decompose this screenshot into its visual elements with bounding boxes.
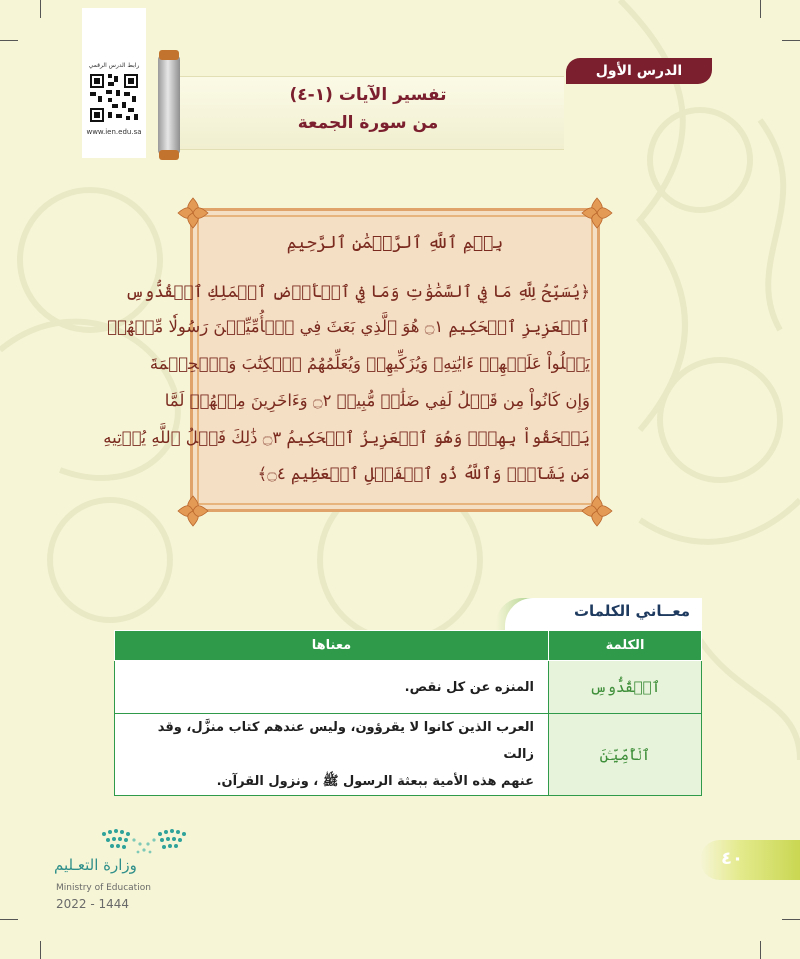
- crop-mark: [0, 40, 18, 41]
- corner-ornament-icon: [176, 196, 210, 230]
- basmala: بِسۡمِ ٱللَّهِ ٱلرَّحۡمَٰنِ ٱلرَّحِيمِ: [286, 233, 504, 253]
- ministry-name-en: Ministry of Education: [56, 883, 151, 893]
- crop-mark: [760, 941, 761, 959]
- crop-mark: [782, 919, 800, 920]
- crop-mark: [40, 941, 41, 959]
- corner-ornament-icon: [176, 494, 210, 528]
- vocab-meaning: المنزه عن كل نقص.: [115, 661, 549, 714]
- qr-url[interactable]: www.ien.edu.sa: [86, 128, 142, 136]
- corner-ornament-icon: [580, 494, 614, 528]
- vocab-table: [114, 630, 702, 796]
- ministry-logo-icon: [98, 826, 190, 860]
- crop-mark: [0, 919, 18, 920]
- corner-ornament-icon: [580, 196, 614, 230]
- vocab-meaning: [115, 714, 549, 796]
- lesson-title-line1: تفسير الآيات (١-٤): [289, 85, 447, 105]
- vocab-meaning-line: عنهم هذه الأمية ببعثة الرسول ﷺ ، ونزول القرآن.: [216, 774, 534, 789]
- verse-line: ﴿يُسَبِّحُ لِلَّهِ مَا فِي ٱلسَّمَٰوَٰتِ وَمَا فِي ٱلۡأَرۡضِ ٱلۡمَلِكِ ٱلۡقُدُّوسِ: [125, 282, 590, 301]
- lesson-badge: الدرس الأول: [566, 58, 712, 84]
- col-header-meaning: معناها: [115, 631, 549, 661]
- table-row: [115, 661, 702, 714]
- ministry-name-ar: وزارة التعـليم: [54, 856, 137, 874]
- table-row: [115, 714, 702, 796]
- vocab-word: ٱلۡأُمِّيِّـۧنَ: [549, 714, 702, 796]
- lesson-title-line2: من سورة الجمعة: [297, 113, 439, 133]
- verse-line: يَلۡحَقُواْ بِهِمۡۚ وَهُوَ ٱلۡعَزِيزُ ٱلۡحَكِيمُ ۝٣ ذَٰلِكَ فَضۡلُ ٱللَّهِ يُؤۡتِيهِ: [103, 428, 590, 447]
- crop-mark: [40, 0, 41, 18]
- crop-mark: [782, 40, 800, 41]
- page-number: ٤٠: [721, 848, 743, 869]
- verse-line: مَن يَشَآءُۚ وَٱللَّهُ ذُو ٱلۡفَضۡلِ ٱلۡعَظِيمِ ۝٤﴾: [257, 464, 590, 483]
- vocab-meaning-line: العرب الذين كانوا لا يقرؤون، وليس عندهم كتاب منزَّل، وقد زالت: [157, 720, 534, 762]
- vocab-word: ٱلۡقُدُّوسِ: [549, 661, 702, 714]
- scroll-roll-ornament: [158, 56, 180, 154]
- crop-mark: [760, 0, 761, 18]
- verse-line: ٱلۡعَزِيزِ ٱلۡحَكِيمِ ۝١ هُوَ ٱلَّذِي بَعَثَ فِي ٱلۡأُمِّيِّـۧنَ رَسُولٗا مِّنۡهُمۡ: [107, 317, 590, 336]
- vocab-title: معــاني الكلمات: [573, 602, 690, 620]
- edition-year: 2022 - 1444: [56, 897, 130, 911]
- qr-code-icon[interactable]: [88, 72, 140, 124]
- verse-line: وَإِن كَانُواْ مِن قَبۡلُ لَفِي ضَلَٰلٖ مُّبِينٖ ۝٢ وَءَاخَرِينَ مِنۡهُمۡ لَمَّا: [164, 391, 590, 410]
- col-header-word: الكلمة: [549, 631, 702, 661]
- verse-line: يَتۡلُواْ عَلَيۡهِمۡ ءَايَٰتِهِۦ وَيُزَكِّيهِمۡ وَيُعَلِّمُهُمُ ٱلۡكِتَٰبَ وَٱلۡحِكۡمَةَ: [149, 354, 590, 373]
- qr-label: رابط الدرس الرقمي: [88, 62, 140, 69]
